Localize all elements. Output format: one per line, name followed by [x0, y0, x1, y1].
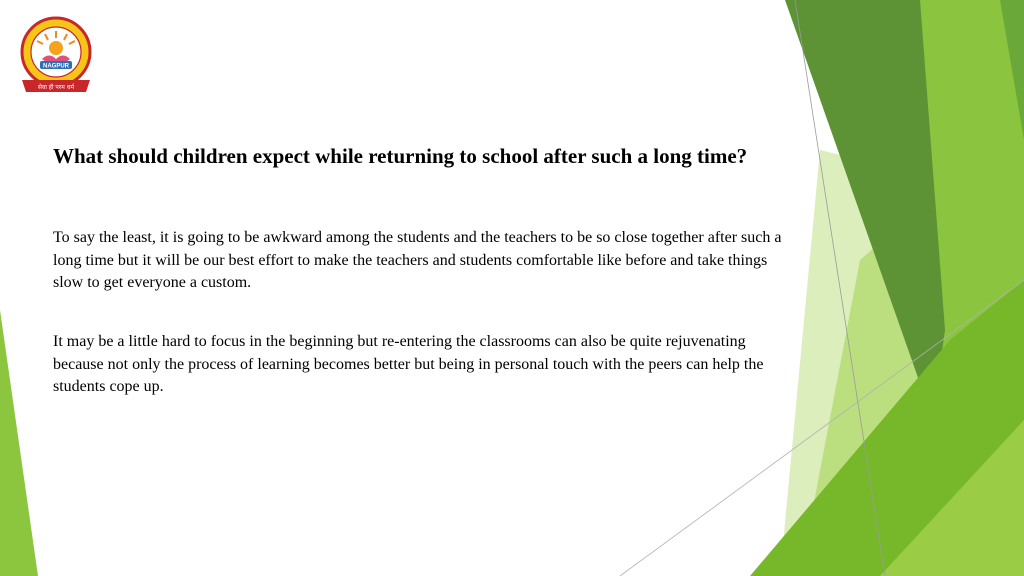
left-green-shape: [0, 310, 38, 576]
logo-motto-text: सेवा ही परम धर्म: [37, 84, 75, 91]
logo-city-text: NAGPUR: [42, 63, 70, 70]
slide-paragraph: To say the least, it is going to be awkward among the students and the teachers to be so close together after such a long time but it will be our best effort to make the teachers and students comfortable like before and take things slow to get everyone a custom.: [53, 229, 782, 291]
school-logo: [18, 14, 94, 98]
slide-paragraph: It may be a little hard to focus in the beginning but re-entering the classrooms can also be quite rejuvenating because not only the process of learning becomes better but being in personal touch with the peers can help the students cope up.: [53, 333, 764, 395]
slide-heading: What should children expect while returning to school after such a long time?: [53, 144, 748, 168]
